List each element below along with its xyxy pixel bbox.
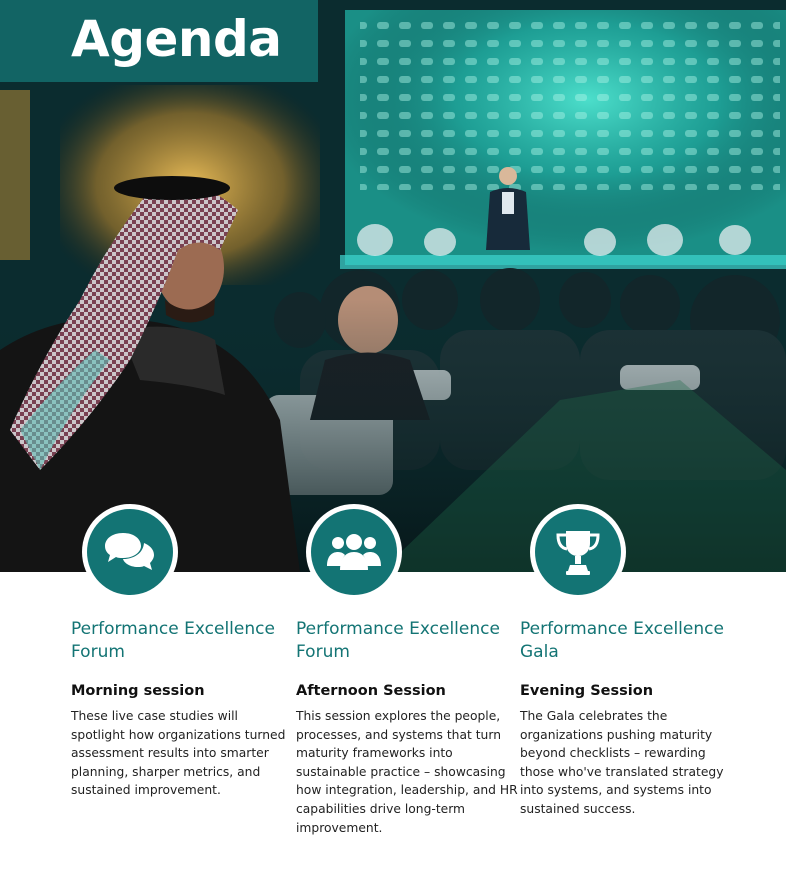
session-description: These live case studies will spotlight how organizations turned assessment results into smarter planning, sharper metrics, and sustained improvement.	[71, 709, 286, 798]
session-description: The Gala celebrates the organizations pushing maturity beyond checklists – rewarding those who've translated strategy into systems, and systems into sustained success.	[520, 709, 724, 816]
session-title: Performance Excellence Forum	[71, 619, 275, 662]
session-title: Performance Excellence Forum	[296, 619, 500, 662]
trophy-icon-badge	[530, 504, 626, 600]
session-subtitle: Afternoon Session	[296, 683, 446, 699]
session-subtitle: Morning session	[71, 683, 205, 699]
page-title: Agenda	[71, 10, 282, 68]
chat-bubbles-icon-badge	[82, 504, 178, 600]
group-people-icon-badge	[306, 504, 402, 600]
session-subtitle: Evening Session	[520, 683, 654, 699]
session-title: Performance Excellence Gala	[520, 619, 724, 662]
session-description: This session explores the people, processes, and systems that turn maturity frameworks into sustainable practice – showcasing how integration, leadership, and HR capabilities drive long-term improvement.	[296, 709, 518, 835]
session-column-morning	[71, 618, 286, 800]
trophy-icon	[553, 527, 603, 577]
group-people-icon	[325, 532, 383, 572]
session-column-evening	[520, 618, 735, 819]
session-column-afternoon	[296, 618, 518, 837]
chat-bubbles-icon	[103, 529, 157, 575]
